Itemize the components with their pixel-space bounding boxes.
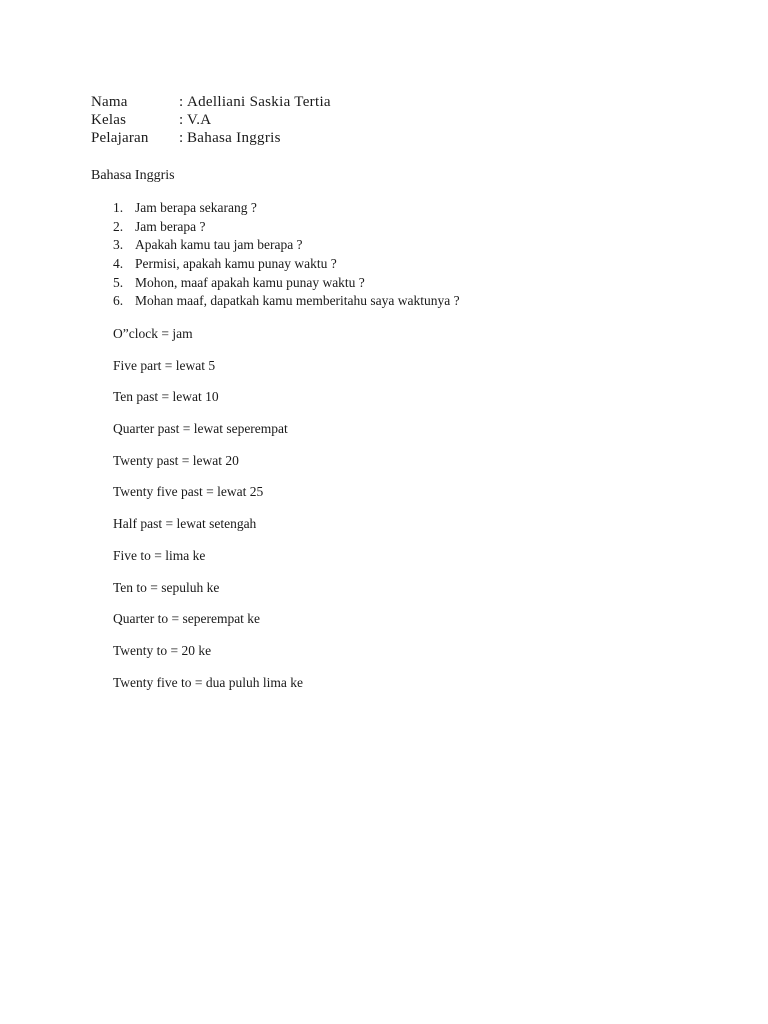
question-text: Permisi, apakah kamu punay waktu ?: [135, 256, 337, 272]
question-item: [113, 274, 460, 293]
question-item: [113, 218, 460, 237]
vocab-item: O”clock = jam: [113, 326, 193, 341]
question-item: [113, 255, 460, 274]
question-text: Mohan maaf, dapatkah kamu memberitahu saya waktunya ?: [135, 293, 460, 309]
name-row: [91, 93, 331, 111]
subject-row: [91, 129, 331, 147]
student-info-header: [91, 93, 331, 147]
question-text: Apakah kamu tau jam berapa ?: [135, 237, 303, 253]
question-item: [113, 292, 460, 311]
vocab-item: Half past = lewat setengah: [113, 516, 257, 532]
name-value: Adelliani Saskia Tertia: [187, 94, 331, 110]
question-number: 2.: [113, 218, 124, 234]
vocab-item: Ten past = lewat 10: [113, 389, 219, 405]
question-item: [113, 199, 460, 218]
vocab-item: Five to = lima ke: [113, 547, 206, 563]
vocab-item: Quarter to = seperempat ke: [113, 611, 261, 627]
vocab-item: Five part = lewat 5: [113, 357, 216, 373]
question-text: Mohon, maaf apakah kamu punay waktu ?: [135, 274, 365, 290]
vocabulary-list: [113, 325, 303, 705]
section-title: Bahasa Inggris: [91, 168, 175, 183]
class-row: [91, 111, 331, 129]
question-number: 5.: [113, 274, 124, 290]
question-number: 3.: [113, 237, 124, 253]
question-number: 1.: [113, 200, 124, 215]
question-text: Jam berapa ?: [135, 218, 206, 234]
subject-label: Pelajaran: [91, 130, 149, 146]
question-item: [113, 236, 460, 255]
name-label: Nama: [91, 94, 128, 110]
vocab-item: Ten to = sepuluh ke: [113, 579, 220, 595]
vocab-item: Twenty five to = dua puluh lima ke: [113, 674, 304, 690]
class-value: V.A: [187, 112, 212, 128]
subject-value: Bahasa Inggris: [187, 130, 281, 146]
vocab-item: Quarter past = lewat seperempat: [113, 421, 288, 437]
class-label: Kelas: [91, 112, 127, 128]
class-colon: :: [179, 112, 184, 128]
question-number: 6.: [113, 293, 124, 309]
vocab-item: Twenty past = lewat 20: [113, 452, 239, 468]
question-list: [113, 199, 460, 311]
subject-colon: :: [179, 130, 184, 146]
name-colon: :: [179, 94, 184, 110]
question-text: Jam berapa sekarang ?: [135, 200, 257, 215]
question-number: 4.: [113, 256, 124, 272]
vocab-item: Twenty five past = lewat 25: [113, 484, 264, 500]
vocab-item: Twenty to = 20 ke: [113, 642, 212, 658]
